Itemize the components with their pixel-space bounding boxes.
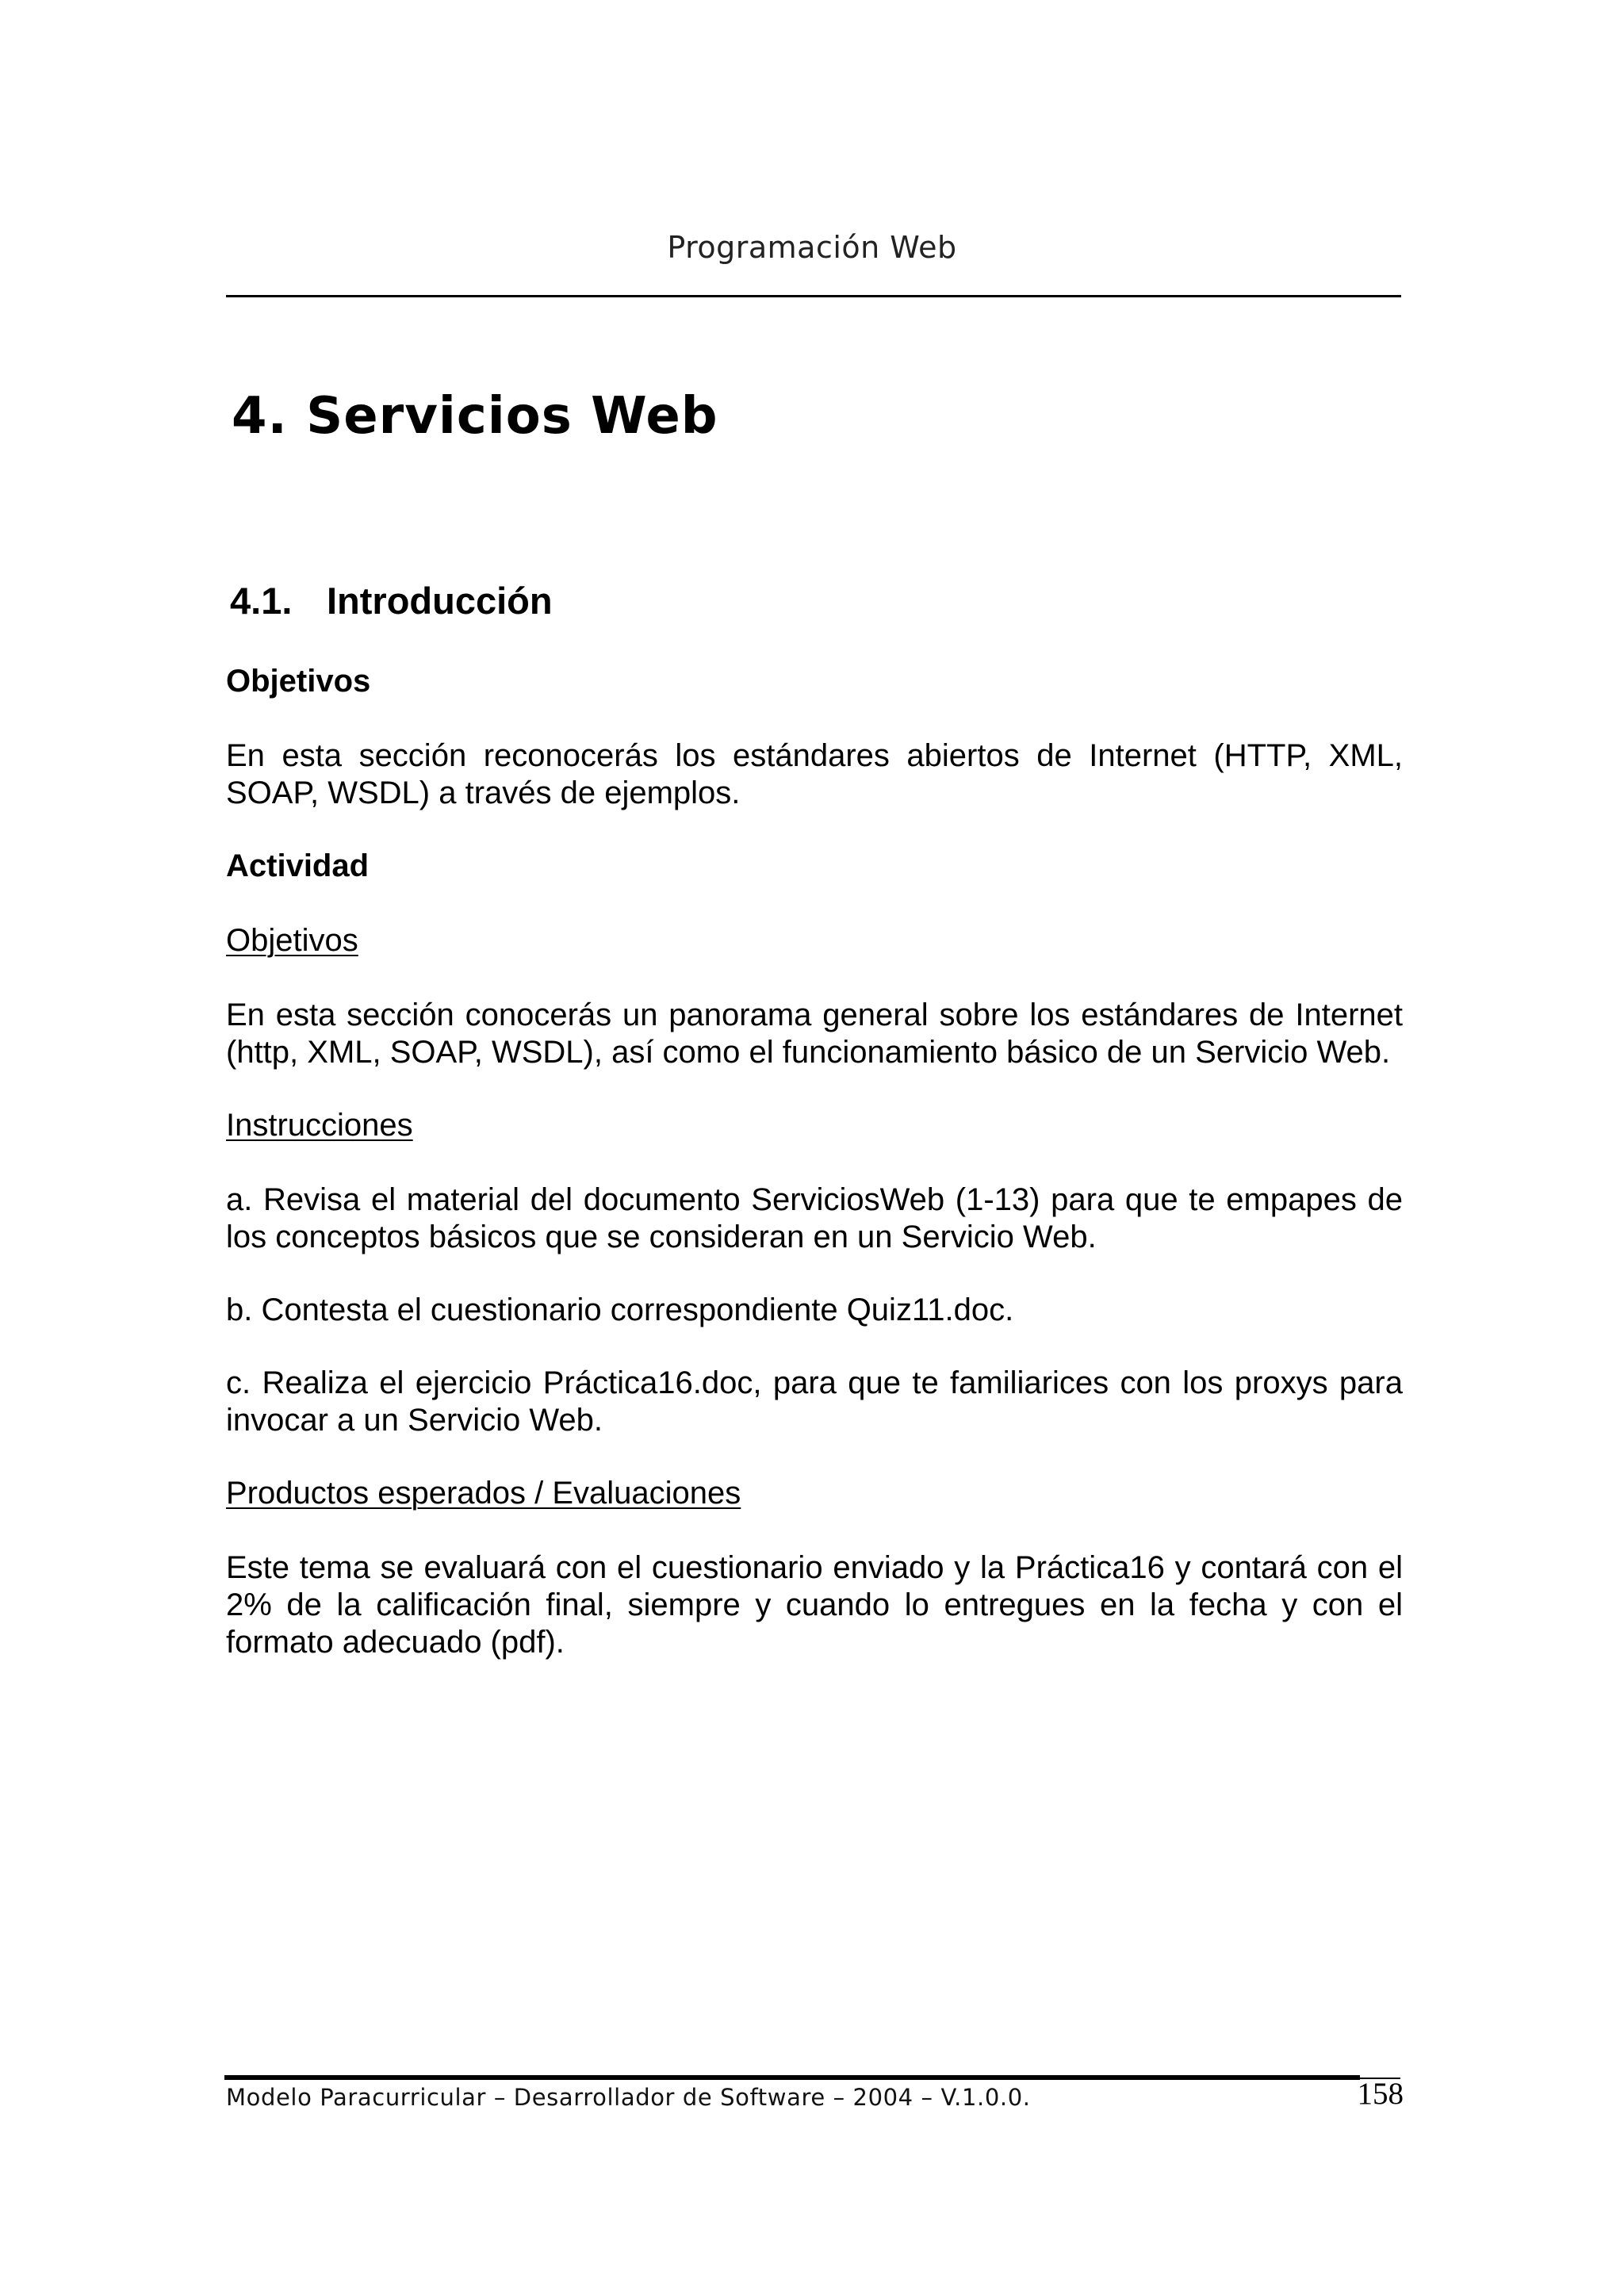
chapter-title: 4. Servicios Web [232,387,718,446]
page-content [226,663,1403,1661]
header-rule [226,295,1401,297]
section-number: 4.1. [230,580,293,622]
page-number: 158 [1357,2077,1404,2111]
instrucciones-label-text: Instrucciones [226,1108,413,1143]
section-title [230,579,553,622]
instruccion-item-c: c. Realiza el ejercicio Práctica16.doc, para que te familiarices con los proxys para invocar a un Servicio Web. [226,1365,1403,1438]
instruccion-item-b: b. Contesta el cuestionario correspondiente Quiz11.doc. [226,1293,1014,1327]
objetivos-paragraph: En esta sección reconocerás los estándares abiertos de Internet (HTTP, XML, SOAP, WSDL) a través de ejemplos. [226,738,1403,810]
actividad-objetivos-label-text: Objetivos [226,923,358,958]
productos-label [226,1475,1403,1512]
actividad-heading: Actividad [226,848,370,883]
productos-label-text: Productos esperados / Evaluaciones [226,1476,741,1511]
footer-rule-thin [224,2078,1400,2079]
instruccion-item-a: a. Revisa el material del documento ServiciosWeb (1-13) para que te empapes de los conceptos básicos que se consideran en un Servicio Web. [226,1182,1403,1254]
section-title-text: Introducción [327,580,553,622]
footer-text: Modelo Paracurricular – Desarrollador de Software – 2004 – V.1.0.0. [226,2084,1031,2111]
objetivos-heading: Objetivos [226,664,371,699]
actividad-objetivos-label [226,922,1403,959]
actividad-objetivos-paragraph: En esta sección conocerás un panorama general sobre los estándares de Internet (http, XML, SOAP, WSDL), así como el funcionamiento básico de un Servicio Web. [226,998,1403,1070]
running-header: Programación Web [667,230,957,265]
instrucciones-label [226,1107,1403,1144]
productos-paragraph: Este tema se evaluará con el cuestionario enviado y la Práctica16 y contará con el 2% de la calificación final, siempre y cuando lo entregues en la fecha y con el formato adecuado (pdf). [226,1550,1403,1660]
